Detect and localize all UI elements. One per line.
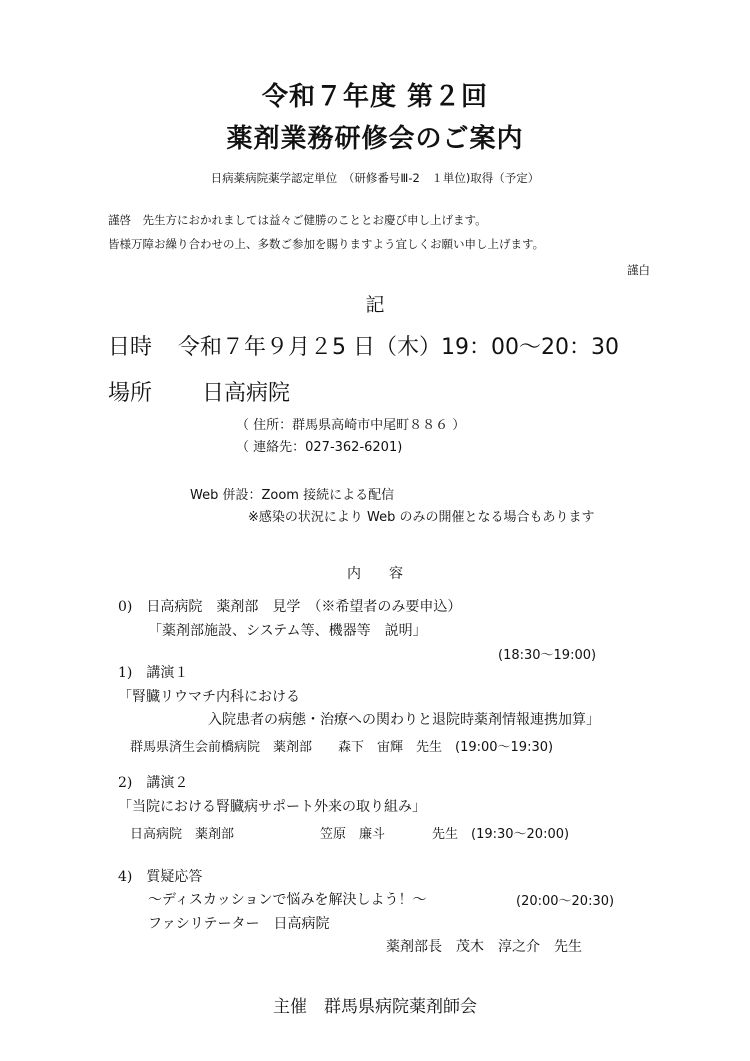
title-line2: 薬剤業務研修会のご案内: [226, 124, 524, 154]
item4-facilitator-name: 薬剤部長 茂木 淳之介 先生: [386, 939, 582, 955]
item4-time: (20:00～20:30): [516, 894, 615, 909]
venue-address: （ 住所：群馬県高崎市中尾町８８６ ）: [236, 418, 466, 433]
item1-speaker: 群馬県済生会前橋病院 薬剤部 森下 宙輝 先生 (19:00～19:30): [130, 740, 554, 755]
title-line1: 令和７年度 第２回: [261, 82, 489, 112]
item2-head: 2) 講演２: [118, 775, 189, 791]
item4-title: ～ディスカッションで悩みを解決しよう！～: [148, 892, 427, 908]
item4-head: 4) 質疑応答: [118, 869, 203, 885]
item2-title: 「当院における腎臓病サポート外来の取り組み」: [118, 799, 426, 815]
item1-head: 1) 講演１: [118, 665, 189, 681]
venue-contact: （ 連絡先：027-362-6201): [236, 440, 403, 455]
greeting-line1: 謹啓 先生方におかれましては益々ご健勝のこととお慶び申し上げます。: [108, 213, 487, 227]
credit-note: 日病薬病院薬学認定単位 （研修番号Ⅲ-2 １単位)取得（予定）: [210, 171, 540, 185]
item4-facilitator: ファシリテーター 日高病院: [148, 916, 330, 932]
venue-name: 日高病院: [202, 381, 291, 406]
venue-label: 場所: [108, 381, 153, 406]
item0-time: (18:30～19:00): [498, 648, 597, 663]
item0-head: 0) 日高病院 薬剤部 見学 （※希望者のみ要申込）: [118, 599, 462, 615]
organizer: 主催 群馬県病院薬剤師会: [273, 997, 477, 1017]
item2-speaker-suffix: 先生 (19:30～20:00): [432, 827, 570, 842]
datetime-label: 日時: [108, 335, 153, 360]
item0-sub: 「薬剤部施設、システム等、機器等 説明」: [148, 623, 427, 639]
ki-heading: 記: [365, 294, 385, 316]
item1-title1: 「腎臓リウマチ内科における: [118, 689, 300, 705]
item2-speaker-org: 日高病院 薬剤部: [130, 827, 235, 842]
greeting-line2: 皆様万障お繰り合わせの上、多数ご参加を賜りますよう宜しくお願い申し上げます。: [108, 237, 545, 251]
datetime-value: 令和７年９月２5 日（木）19：00～20：30: [178, 335, 619, 360]
contents-heading: 内 容: [347, 566, 403, 582]
web-line1: Web 併設：Zoom 接続による配信: [190, 488, 395, 503]
web-line2: ※感染の状況により Web のみの開催となる場合もあります: [248, 510, 595, 525]
greeting-closing: 謹白: [627, 263, 650, 277]
item1-title2: 入院患者の病態・治療への関わりと退院時薬剤情報連携加算」: [208, 712, 600, 728]
item2-speaker-name: 笠原 廉斗: [320, 827, 386, 842]
